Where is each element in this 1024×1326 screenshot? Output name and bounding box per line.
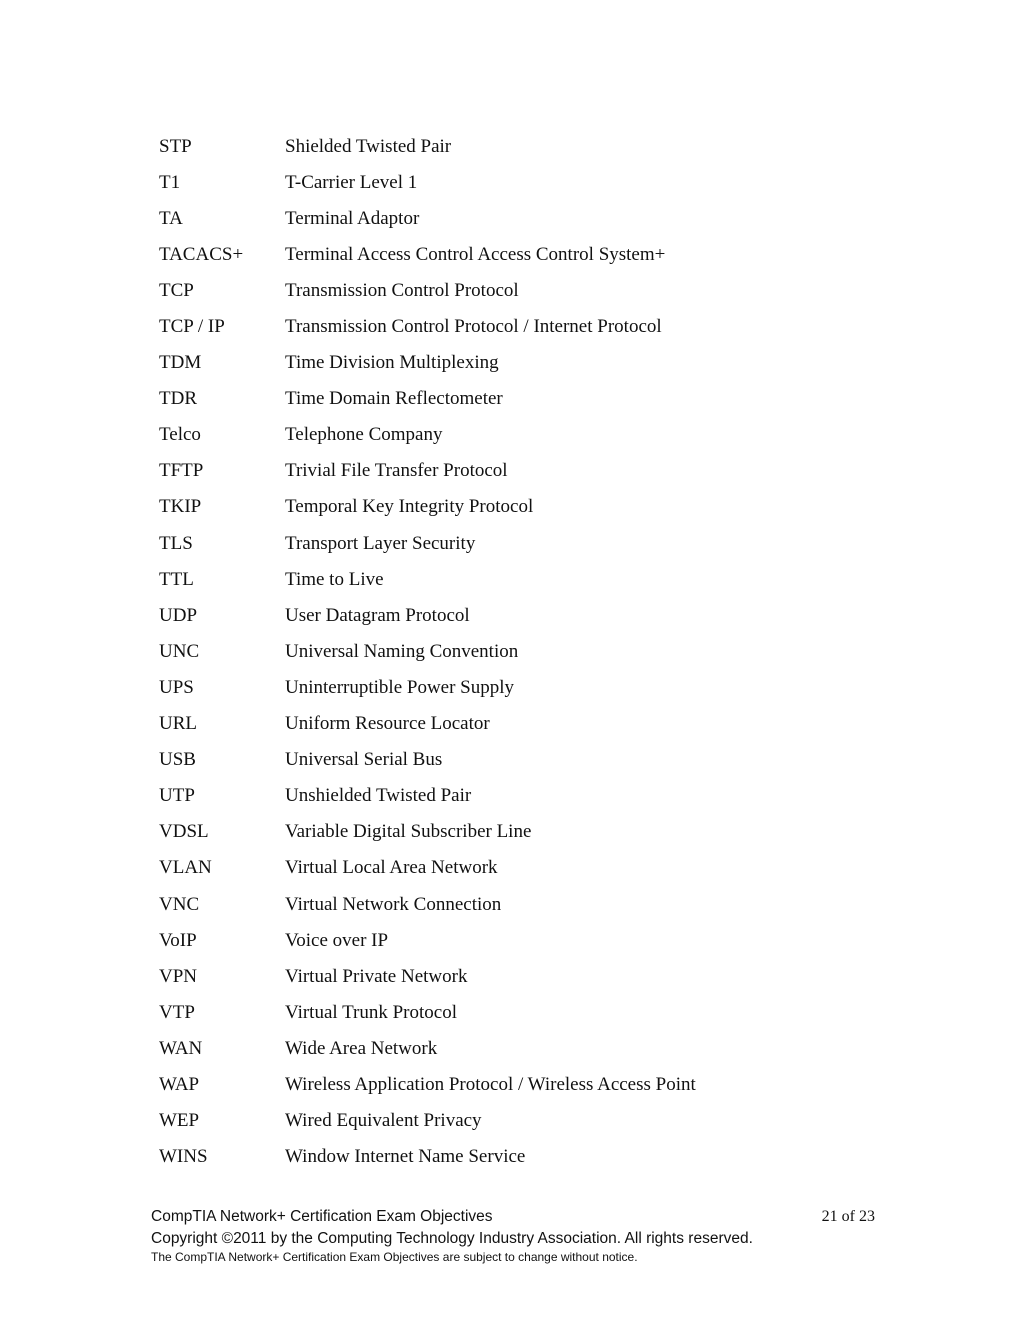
acronym-definition: Transmission Control Protocol: [285, 279, 519, 301]
acronym-row: [159, 561, 859, 597]
acronym-definition: Terminal Access Control Access Control System+: [285, 243, 666, 265]
acronym-row: [159, 742, 859, 778]
acronym-row: [159, 489, 859, 525]
acronym-abbr: VTP: [159, 1001, 195, 1023]
acronym-definition: Trivial File Transfer Protocol: [285, 460, 508, 482]
acronym-row: [159, 958, 859, 994]
acronym-abbr: VNC: [159, 893, 200, 915]
acronym-definition: Telephone Company: [285, 424, 443, 446]
acronym-row: [159, 345, 859, 381]
acronym-abbr: TCP / IP: [159, 316, 225, 338]
acronym-abbr: UDP: [159, 604, 198, 626]
acronym-abbr: Telco: [159, 424, 201, 446]
acronym-row: [159, 597, 859, 633]
acronym-row: [159, 669, 859, 705]
acronym-abbr: TLS: [159, 532, 193, 554]
acronym-abbr: VDSL: [159, 821, 209, 843]
acronym-abbr: VoIP: [159, 929, 197, 951]
acronym-definition: Terminal Adaptor: [285, 207, 420, 229]
acronym-abbr: URL: [159, 713, 197, 735]
acronym-definition: Temporal Key Integrity Protocol: [285, 496, 534, 518]
acronym-definition: Virtual Local Area Network: [285, 857, 498, 879]
acronym-row: [159, 922, 859, 958]
acronym-definition: Time Domain Reflectometer: [285, 388, 503, 410]
acronym-definition: Uniform Resource Locator: [285, 713, 490, 735]
acronym-row: [159, 417, 859, 453]
acronym-definition: Wide Area Network: [285, 1037, 438, 1059]
acronym-row: [159, 1103, 859, 1139]
acronym-row: [159, 236, 859, 272]
acronym-row: [159, 128, 859, 164]
acronym-definition: Universal Naming Convention: [285, 640, 519, 662]
acronym-abbr: WEP: [159, 1110, 200, 1132]
acronym-row: [159, 1066, 859, 1102]
acronym-row: [159, 381, 859, 417]
acronym-definition: Voice over IP: [285, 929, 389, 951]
acronym-definition: Universal Serial Bus: [285, 749, 443, 771]
acronym-row: [159, 850, 859, 886]
acronym-row: [159, 994, 859, 1030]
acronym-definition: Unshielded Twisted Pair: [285, 785, 472, 807]
acronym-definition: Window Internet Name Service: [285, 1146, 526, 1168]
acronym-row: [159, 200, 859, 236]
acronym-definition: Transmission Control Protocol / Internet Protocol: [285, 316, 662, 338]
acronym-abbr: VLAN: [159, 857, 212, 879]
footer-copyright: Copyright ©2011 by the Computing Technology Industry Association. All rights reserved.: [151, 1230, 753, 1247]
footer-doc-title: CompTIA Network+ Certification Exam Objectives: [151, 1208, 493, 1225]
acronym-definition: Variable Digital Subscriber Line: [285, 821, 532, 843]
acronym-table: [159, 128, 859, 1175]
acronym-definition: Time to Live: [285, 568, 384, 590]
acronym-definition: Shielded Twisted Pair: [285, 135, 452, 157]
acronym-abbr: UPS: [159, 676, 194, 698]
acronym-abbr: UNC: [159, 640, 200, 662]
acronym-abbr: TFTP: [159, 460, 204, 482]
acronym-abbr: WINS: [159, 1146, 208, 1168]
footer-notice: The CompTIA Network+ Certification Exam Objectives are subject to change without notice.: [151, 1250, 638, 1264]
acronym-abbr: TDR: [159, 388, 197, 410]
acronym-abbr: STP: [159, 135, 192, 157]
acronym-definition: Time Division Multiplexing: [285, 352, 499, 374]
acronym-row: [159, 1030, 859, 1066]
acronym-abbr: VPN: [159, 965, 198, 987]
acronym-row: [159, 778, 859, 814]
acronym-row: [159, 633, 859, 669]
acronym-row: [159, 886, 859, 922]
footer-title-row: [151, 1208, 875, 1230]
acronym-row: [159, 453, 859, 489]
acronym-row: [159, 1139, 859, 1175]
acronym-definition: Transport Layer Security: [285, 532, 476, 554]
acronym-row: [159, 164, 859, 200]
acronym-definition: Virtual Private Network: [285, 965, 468, 987]
acronym-definition: Virtual Network Connection: [285, 893, 502, 915]
acronym-definition: Virtual Trunk Protocol: [285, 1001, 457, 1023]
acronym-abbr: WAN: [159, 1037, 203, 1059]
acronym-row: [159, 308, 859, 344]
acronym-abbr: TA: [159, 207, 183, 229]
acronym-row: [159, 525, 859, 561]
acronym-row: [159, 814, 859, 850]
acronym-abbr: USB: [159, 749, 196, 771]
acronym-definition: Wireless Application Protocol / Wireless Access Point: [285, 1073, 696, 1095]
acronym-abbr: T1: [159, 171, 181, 193]
acronym-abbr: TDM: [159, 352, 202, 374]
acronym-abbr: TTL: [159, 568, 194, 590]
acronym-row: [159, 272, 859, 308]
acronym-row: [159, 706, 859, 742]
acronym-definition: User Datagram Protocol: [285, 604, 470, 626]
page-footer: [151, 1208, 875, 1264]
page-number: 21 of 23: [821, 1208, 875, 1225]
acronym-abbr: TACACS+: [159, 243, 244, 265]
acronym-definition: T-Carrier Level 1: [285, 171, 418, 193]
acronym-abbr: TCP: [159, 279, 194, 301]
acronym-definition: Wired Equivalent Privacy: [285, 1110, 482, 1132]
acronym-abbr: TKIP: [159, 496, 202, 518]
acronym-definition: Uninterruptible Power Supply: [285, 676, 515, 698]
acronym-abbr: UTP: [159, 785, 195, 807]
acronym-abbr: WAP: [159, 1073, 200, 1095]
